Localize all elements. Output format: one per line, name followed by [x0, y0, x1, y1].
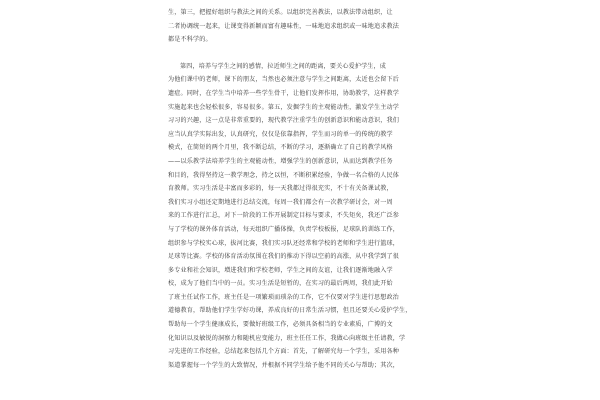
text-line: 渠道掌握每一个学生的大致情况，并根据不同学生给予他不同的关心与帮助；其次， — [168, 361, 400, 369]
text-line: 生，第三，把握好组织与教法之间的关系。以组织完善教法，以教法带动组织，让 — [168, 9, 393, 16]
text-line: 习习的兴趣，这一点是非常重要的，现代教学注重学生的创新意识和能动意识，我们 — [168, 117, 400, 125]
text-line: 足球等比赛。学校的体育活动氛围在我们的推动下得以空前的高涨，从中我学到了很 — [168, 253, 400, 261]
text-line: 帮助每一个学生健康成长，要做好班级工作，必须具备相当的专业素质，广博的文 — [168, 321, 393, 329]
text-line: 与了学校的课外体育活动，每天组织广播体操，负责学校板报，足球队的训练工作， — [168, 225, 400, 233]
text-line: 第四，培养与学生之间的感情，拉近师生之间的距离，要关心爱护学生，成 — [180, 62, 387, 70]
text-block — [168, 6, 433, 372]
text-line: 来的工作进行汇总，对下一阶段的工作开展制定目标与要求，不失矩矣，我还广泛参 — [168, 212, 400, 220]
text-line: ——以乐教学法培养学生的主观能动性，增强学生的创新意识，从而达到教学任务 — [168, 157, 393, 165]
text-line: 实施起来也会轻松很多，容易很多。第五，发掘学生的主观能动性，激发学生主动学 — [168, 103, 400, 111]
text-line: 育教师。实习生活是丰富而多彩的，每一天我都过得很充实，不十有关备课试教， — [168, 185, 393, 193]
text-line: 模式，在简短的两个月里，我不断总结，不断的学习，逐渐确立了自己的教学风格 — [168, 144, 393, 152]
paragraph-2 — [168, 60, 433, 373]
text-line: 我们实习小组还定期地进行总结交流，每周一我们都会有一次教学研讨会，对一周 — [168, 198, 393, 206]
text-line: 道德教育，帮助他们学生学好功课，养成良好的日常生活习惯，但且还要关心爱护学生， — [168, 307, 412, 315]
paragraph-1 — [168, 6, 433, 47]
text-line: 遗症。同时，在学生当中培养一些学生骨干，让他们发挥作用，协助教学，这样教学 — [168, 89, 400, 97]
text-line: 多专业和社会知识，增进我们和学校老师，学生之间的友谊，让我们逐渐地融入学 — [168, 266, 393, 274]
text-line: 化知识以及敏锐的洞察力和随机应变能力，班主任任工作，我做心向班级主任请教，学 — [168, 334, 406, 342]
paragraph-gap — [168, 47, 433, 60]
text-line: 和目的，我得坚持这一教学理念，持之以恒，不断积累经验，争做一名合格的人民体 — [168, 171, 400, 179]
text-line: 应当认真学实际出发，认真研究，仅仅是依靠指挥，学生而习的单一的传统的教学 — [168, 130, 393, 138]
text-line: 组织参与学校实心球，拔河比赛，我们实习队还经常和学校的老师和学生进行篮球， — [168, 239, 400, 247]
text-line: 为他们课中的老师，课下的朋友，当然也必须注意与学生之间距离，太近也会留下后 — [168, 76, 400, 84]
text-line: 了班主任试作工作，班主任是一项繁琐而琐杂的工作，它不仅要对学生进行思想政治 — [168, 293, 400, 301]
text-line: 校，成为了他们当中的一员。实习生活是短暂的，在实习的最后两周，我们此开始 — [168, 280, 393, 288]
text-line: 都是不科学的。 — [168, 36, 212, 44]
text-line: 二者协调统一起来，让课变得新颖而富有趣味性，一味地追求组织或一味地追求教法 — [168, 22, 400, 30]
text-line: 习先进的工作经验，总结起来包括几个方面：首先，了解研究每一个学生，采用各种 — [168, 348, 400, 356]
